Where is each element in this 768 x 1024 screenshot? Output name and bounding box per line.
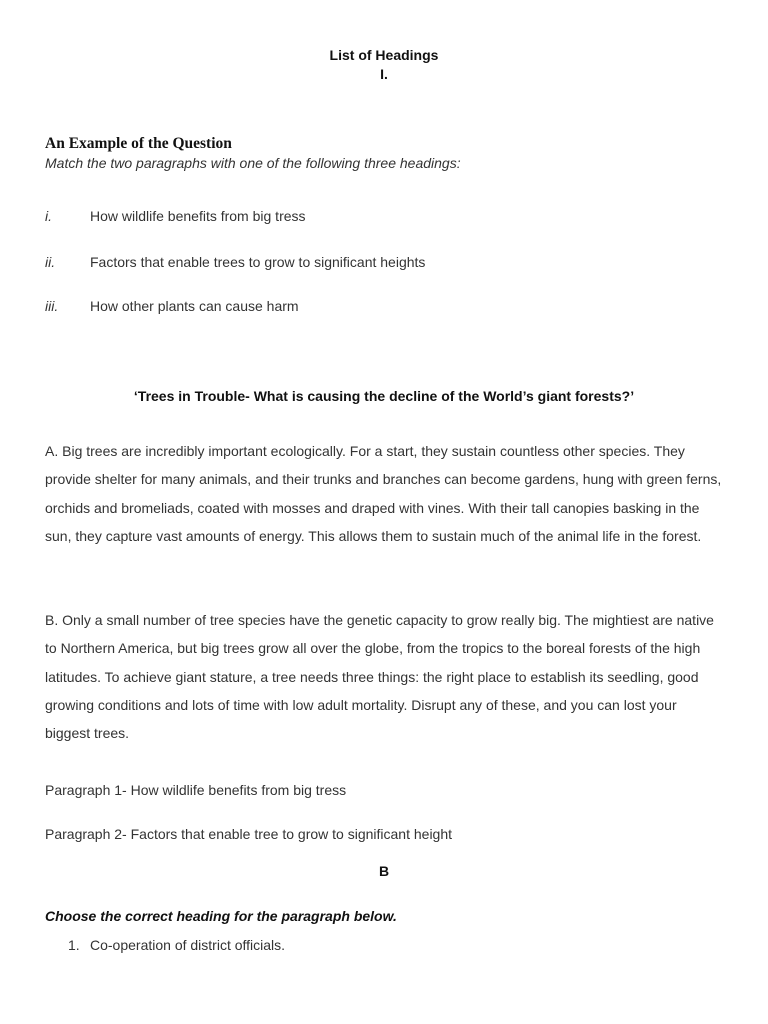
example-instruction: Match the two paragraphs with one of the following three headings: (45, 155, 461, 171)
option-text: Co-operation of district officials. (90, 937, 286, 953)
paragraph-b: B. Only a small number of tree species have the genetic capacity to grow really big. The mightiest are native to Northern America, but big trees grow all over the globe, from the tropics to the boreal forests of the high latitudes. To achieve giant stature, a tree needs three things: the right place to establish its seedling, good growing conditions and lots of time with low adult mortality. Disrupt any of these, and you can lost your biggest trees. (45, 612, 714, 742)
heading-numeral: iii. (45, 298, 59, 314)
heading-text: Factors that enable trees to grow to significant heights (90, 254, 426, 270)
heading-numeral: i. (45, 208, 52, 224)
article-title: ‘Trees in Trouble- What is causing the decline of the World’s giant forests?’ (133, 388, 635, 404)
example-heading: An Example of the Question (45, 135, 232, 152)
page-title: List of Headings (329, 47, 439, 63)
section-numeral: I. (380, 66, 388, 82)
answer-paragraph-2: Paragraph 2- Factors that enable tree to grow to significant height (45, 826, 453, 842)
heading-numeral: ii. (45, 254, 56, 270)
section-b-instruction: Choose the correct heading for the paragraph below. (45, 908, 397, 924)
answer-paragraph-1: Paragraph 1- How wildlife benefits from big tress (45, 782, 347, 798)
heading-text: How other plants can cause harm (90, 298, 299, 314)
heading-text: How wildlife benefits from big tress (90, 208, 306, 224)
option-number: 1. (68, 937, 80, 953)
paragraph-a: A. Big trees are incredibly important ecologically. For a start, they sustain countless other species. They provide shelter for many animals, and their trunks and branches can become gardens, hung with green ferns, orchids and bromeliads, coated with mosses and draped with vines. With their tall canopies basking in the sun, they capture vast amounts of energy. This allows them to sustain much of the animal life in the forest. (45, 443, 722, 544)
section-b-label: B (378, 863, 390, 879)
